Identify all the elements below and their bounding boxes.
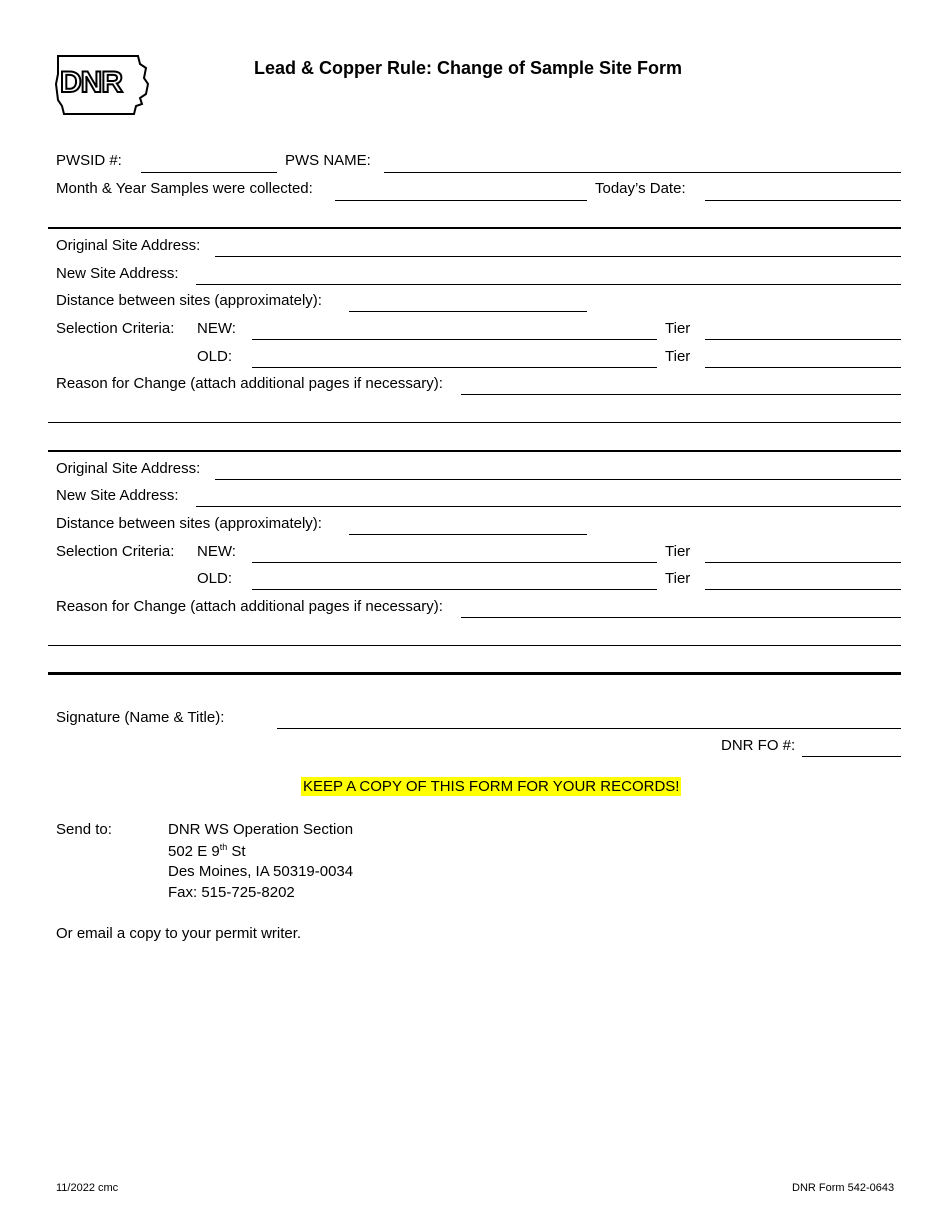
new-tier-label: Tier <box>665 543 691 560</box>
old-tier-field[interactable] <box>705 367 901 368</box>
reason-label: Reason for Change (attach additional pages if necessary): <box>56 375 443 392</box>
selection-criteria-label: Selection Criteria: <box>56 543 175 560</box>
pws-name-field[interactable] <box>384 172 901 173</box>
new-tier-field[interactable] <box>705 339 901 340</box>
new-criteria-label: NEW: <box>197 543 236 560</box>
send-to-label: Send to: <box>56 821 112 838</box>
street-suffix: St <box>227 843 246 860</box>
todays-date-field[interactable] <box>705 200 901 201</box>
original-site-field[interactable] <box>215 256 901 257</box>
todays-date-label: Today’s Date: <box>595 180 686 197</box>
distance-field[interactable] <box>349 534 587 535</box>
dnr-fo-label: DNR FO #: <box>721 737 796 754</box>
old-criteria-label: OLD: <box>197 348 233 365</box>
records-notice-text: KEEP A COPY OF THIS FORM FOR YOUR RECORDS! <box>303 778 680 795</box>
signature-field[interactable] <box>277 728 901 729</box>
new-criteria-field[interactable] <box>252 562 657 563</box>
street-ordinal: th <box>219 842 228 852</box>
distance-field[interactable] <box>349 311 587 312</box>
old-criteria-field[interactable] <box>252 367 657 368</box>
records-notice <box>301 778 681 795</box>
new-site-field[interactable] <box>196 284 901 285</box>
old-tier-field[interactable] <box>705 589 901 590</box>
dnr-fo-field[interactable] <box>802 756 901 757</box>
pwsid-label: PWSID #: <box>56 152 122 169</box>
original-site-label: Original Site Address: <box>56 460 201 477</box>
reason-field-continuation[interactable] <box>48 645 901 646</box>
new-tier-field[interactable] <box>705 562 901 563</box>
reason-field[interactable] <box>461 394 901 395</box>
new-site-label: New Site Address: <box>56 487 179 504</box>
footer-revision: 11/2022 cmc <box>56 1182 119 1194</box>
address-line-3: Des Moines, IA 50319-0034 <box>168 863 354 880</box>
old-tier-label: Tier <box>665 348 691 365</box>
fax-number: Fax: 515-725-8202 <box>168 884 295 901</box>
new-tier-label: Tier <box>665 320 691 337</box>
section-divider <box>48 672 901 675</box>
original-site-label: Original Site Address: <box>56 237 201 254</box>
dnr-logo <box>54 54 150 116</box>
pwsid-field[interactable] <box>141 172 277 173</box>
reason-field[interactable] <box>461 617 901 618</box>
old-criteria-label: OLD: <box>197 570 233 587</box>
new-criteria-label: NEW: <box>197 320 236 337</box>
footer-form-number: DNR Form 542-0643 <box>792 1182 895 1194</box>
address-line-2 <box>168 842 246 860</box>
reason-field-continuation[interactable] <box>48 422 901 423</box>
signature-label: Signature (Name & Title): <box>56 709 225 726</box>
old-tier-label: Tier <box>665 570 691 587</box>
section-divider <box>48 450 901 452</box>
old-criteria-field[interactable] <box>252 589 657 590</box>
address-line-1: DNR WS Operation Section <box>168 821 354 838</box>
new-site-field[interactable] <box>196 506 901 507</box>
original-site-field[interactable] <box>215 479 901 480</box>
distance-label: Distance between sites (approximately): <box>56 515 322 532</box>
distance-label: Distance between sites (approximately): <box>56 292 322 309</box>
street-number: 502 E 9 <box>168 843 220 860</box>
iowa-outline-icon <box>54 54 150 116</box>
form-title: Lead & Copper Rule: Change of Sample Site Form <box>254 58 683 78</box>
month-year-label: Month & Year Samples were collected: <box>56 180 313 197</box>
month-year-field[interactable] <box>335 200 587 201</box>
pws-name-label: PWS NAME: <box>285 152 371 169</box>
reason-label: Reason for Change (attach additional pages if necessary): <box>56 598 443 615</box>
email-note: Or email a copy to your permit writer. <box>56 925 302 942</box>
logo-text: DNR <box>60 66 122 99</box>
new-criteria-field[interactable] <box>252 339 657 340</box>
section-divider <box>48 227 901 229</box>
selection-criteria-label: Selection Criteria: <box>56 320 175 337</box>
new-site-label: New Site Address: <box>56 265 179 282</box>
